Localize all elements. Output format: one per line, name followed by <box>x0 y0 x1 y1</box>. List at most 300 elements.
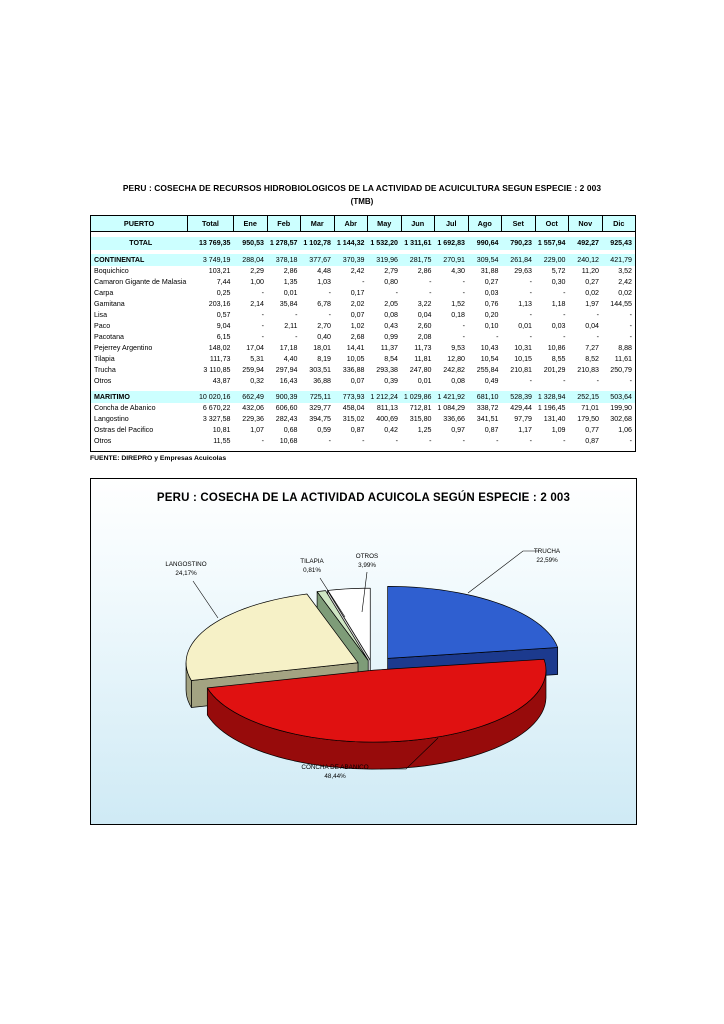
cell: - <box>529 333 532 341</box>
cell: 1 557,94 <box>535 237 569 250</box>
cell: 429,44 <box>510 404 532 412</box>
cell: - <box>629 377 632 385</box>
table-row <box>91 321 636 332</box>
cell: 0,01 <box>518 322 532 330</box>
cell: 662,49 <box>234 391 268 403</box>
cell: 7,27 <box>585 344 599 352</box>
cell: 270,91 <box>435 254 469 266</box>
cell: - <box>529 311 532 319</box>
cell: 11,37 <box>380 344 398 352</box>
cell: 1,25 <box>417 426 432 434</box>
cell: 10 020,16 <box>188 391 234 403</box>
cell: - <box>462 437 465 445</box>
cell: 0,87 <box>484 426 499 434</box>
cell: 0,20 <box>484 311 499 319</box>
cell: - <box>362 437 365 445</box>
cell: 2,42 <box>350 267 365 275</box>
cell: 6,15 <box>216 333 231 341</box>
cell: - <box>462 322 465 330</box>
cell: 1,09 <box>551 426 566 434</box>
column-header: Feb <box>267 216 301 232</box>
cell: 111,73 <box>209 355 231 363</box>
cell: - <box>328 289 331 297</box>
row-label: MARITIMO <box>91 391 188 403</box>
cell: 0,32 <box>250 377 264 385</box>
table-row <box>91 354 636 365</box>
cell: 1 692,83 <box>435 237 469 250</box>
cell: - <box>563 289 566 297</box>
cell: - <box>328 437 331 445</box>
cell: 1 029,86 <box>401 391 435 403</box>
cell: 2,68 <box>350 333 365 341</box>
cell: 250,79 <box>610 366 632 374</box>
cell: 11,20 <box>581 267 599 275</box>
table-row <box>91 376 636 387</box>
column-header: Nov <box>569 216 603 232</box>
cell: 1 212,24 <box>368 391 402 403</box>
label-leader-line <box>193 581 218 618</box>
cell: 297,94 <box>275 366 298 374</box>
cell: - <box>629 311 632 319</box>
row-label: Otros <box>94 437 112 445</box>
spacer-row <box>91 447 636 452</box>
row-label: Ostras del Pacifico <box>94 426 154 434</box>
table-row <box>91 237 636 250</box>
cell: - <box>629 322 632 330</box>
cell: 8,88 <box>618 344 632 352</box>
cell: 712,81 <box>409 404 432 412</box>
cell: 4,40 <box>283 355 298 363</box>
cell: - <box>261 311 264 319</box>
column-header: Ago <box>468 216 502 232</box>
cell: 203,16 <box>208 300 231 308</box>
cell: 1,17 <box>518 426 532 434</box>
slice-label: LANGOSTINO <box>165 561 207 568</box>
harvest-table <box>90 215 636 452</box>
chart-title: PERU : COSECHA DE LA ACTIVIDAD ACUICOLA SEGÚN ESPECIE : 2 003 <box>156 492 571 504</box>
table-row <box>91 436 636 447</box>
column-header: Total <box>188 216 234 232</box>
cell: 6 670,22 <box>202 404 231 412</box>
cell: 201,29 <box>543 366 566 374</box>
cell: - <box>328 311 331 319</box>
cell: 16,43 <box>279 377 298 385</box>
cell: 0,07 <box>350 311 365 319</box>
cell: 8,54 <box>384 355 398 363</box>
cell: 179,50 <box>577 415 599 423</box>
cell: - <box>429 437 432 445</box>
table-row <box>91 425 636 436</box>
cell: 2,60 <box>417 322 432 330</box>
column-header: Mar <box>301 216 335 232</box>
cell: 17,04 <box>246 344 264 352</box>
cell: 315,02 <box>342 415 365 423</box>
slice-percent-label: 0,81% <box>303 567 321 574</box>
cell: 1,07 <box>250 426 264 434</box>
cell: 0,39 <box>384 377 398 385</box>
cell: 2,86 <box>283 267 298 275</box>
column-header: PUERTO <box>91 216 188 232</box>
source-note: FUENTE: DIREPRO y Empresas Acuicolas <box>90 455 227 462</box>
cell: 5,31 <box>250 355 264 363</box>
chart-box <box>90 478 637 825</box>
cell: 0,08 <box>451 377 465 385</box>
cell: 319,96 <box>368 254 402 266</box>
cell: 990,64 <box>468 237 502 250</box>
cell: 8,55 <box>551 355 566 363</box>
cell: 1,02 <box>350 322 365 330</box>
table-head <box>91 216 636 232</box>
cell: - <box>529 278 532 286</box>
cell: 11,73 <box>414 344 432 352</box>
cell: 2,86 <box>417 267 432 275</box>
cell: 10,81 <box>212 426 231 434</box>
cell: - <box>462 278 465 286</box>
cell: 950,53 <box>234 237 268 250</box>
cell: 0,01 <box>283 289 298 297</box>
cell: - <box>596 377 599 385</box>
cell: 370,39 <box>334 254 368 266</box>
cell: 199,90 <box>610 404 632 412</box>
slice-percent-label: 24,17% <box>175 570 197 577</box>
table-row <box>91 332 636 343</box>
cell: 0,27 <box>585 278 599 286</box>
row-label: Pacotana <box>94 333 124 341</box>
cell: - <box>395 437 398 445</box>
table-unit: (TMB) <box>350 197 374 206</box>
cell: 0,27 <box>484 278 499 286</box>
cell: 1 102,78 <box>301 237 335 250</box>
cell: - <box>596 333 599 341</box>
cell: 240,12 <box>569 254 603 266</box>
cell: 5,72 <box>551 267 566 275</box>
cell: 0,30 <box>551 278 566 286</box>
row-label: Tilapia <box>94 355 115 363</box>
cell: - <box>496 333 499 341</box>
column-header: Jul <box>435 216 469 232</box>
cell: - <box>362 278 365 286</box>
cell: 11,55 <box>213 437 231 445</box>
cell: - <box>429 278 432 286</box>
cell: 377,67 <box>301 254 335 266</box>
table-row <box>91 310 636 321</box>
cell: 131,40 <box>543 415 566 423</box>
cell: 10,31 <box>514 344 532 352</box>
slice-label: TILAPIA <box>300 558 324 565</box>
table-row <box>91 403 636 414</box>
cell: 3,52 <box>618 267 632 275</box>
cell: - <box>261 322 264 330</box>
cell: 0,59 <box>317 426 331 434</box>
cell: 11,81 <box>414 355 432 363</box>
cell: 3,22 <box>417 300 432 308</box>
cell: 0,57 <box>216 311 231 319</box>
table-container <box>90 215 636 452</box>
table-row <box>91 365 636 376</box>
cell: 1,13 <box>518 300 532 308</box>
row-label: Gamitana <box>94 300 125 308</box>
cell: 303,51 <box>309 366 331 374</box>
cell: 10,54 <box>480 355 499 363</box>
column-header: Set <box>502 216 536 232</box>
cell: 338,72 <box>476 404 499 412</box>
cell: 0,03 <box>484 289 499 297</box>
cell: - <box>429 289 432 297</box>
cell: 103,21 <box>208 267 231 275</box>
cell: - <box>261 289 264 297</box>
cell: 0,76 <box>484 300 499 308</box>
label-leader-line <box>468 551 539 593</box>
cell: 432,06 <box>242 404 264 412</box>
slice-percent-label: 3,99% <box>358 562 376 569</box>
row-label: Otros <box>94 377 112 385</box>
table-row <box>91 299 636 310</box>
column-header: Ene <box>234 216 268 232</box>
cell: 71,01 <box>581 404 599 412</box>
row-label: Concha de Abanico <box>94 404 156 412</box>
cell: 1,18 <box>551 300 566 308</box>
cell: 1 084,29 <box>437 404 465 412</box>
row-label: TOTAL <box>91 237 188 250</box>
cell: 288,04 <box>234 254 268 266</box>
cell: - <box>529 437 532 445</box>
cell: - <box>261 437 264 445</box>
cell: 2,14 <box>250 300 264 308</box>
cell: 13 769,35 <box>188 237 234 250</box>
cell: 0,87 <box>350 426 365 434</box>
row-label: Lisa <box>94 311 108 319</box>
cell: - <box>529 289 532 297</box>
cell: 0,40 <box>317 333 331 341</box>
row-label: Camaron Gigante de Malasia <box>94 278 187 286</box>
cell: 35,84 <box>279 300 298 308</box>
table-row <box>91 414 636 425</box>
cell: 2,11 <box>284 322 298 330</box>
cell: 811,13 <box>376 404 398 412</box>
cell: 773,93 <box>334 391 368 403</box>
cell: 1 278,57 <box>267 237 301 250</box>
cell: 31,88 <box>480 267 499 275</box>
cell: 255,84 <box>476 366 499 374</box>
cell: 790,23 <box>502 237 536 250</box>
row-label: Paco <box>94 322 111 330</box>
cell: 2,29 <box>250 267 264 275</box>
cell: 336,88 <box>342 366 365 374</box>
table-row <box>91 343 636 354</box>
cell: 10,05 <box>346 355 365 363</box>
cell: 247,80 <box>409 366 432 374</box>
cell: 900,39 <box>267 391 301 403</box>
cell: 10,86 <box>547 344 566 352</box>
cell: 11,61 <box>614 355 632 363</box>
header-row <box>91 216 636 232</box>
cell: 148,02 <box>208 344 231 352</box>
cell: 14,41 <box>346 344 365 352</box>
cell: 36,88 <box>313 377 331 385</box>
cell: 3 110,85 <box>203 366 231 374</box>
cell: 1 532,20 <box>368 237 402 250</box>
cell: 1,03 <box>317 278 331 286</box>
row-label: Trucha <box>94 366 116 374</box>
table-title: PERU : COSECHA DE RECURSOS HIDROBIOLOGICOS DE LA ACTIVIDAD DE ACUICULTURA SEGUN ESPECIE : 2 003 <box>122 183 602 193</box>
cell: 8,52 <box>585 355 599 363</box>
cell: 1,52 <box>451 300 465 308</box>
pie-chart <box>91 479 636 824</box>
cell: 681,10 <box>468 391 502 403</box>
cell: 725,11 <box>301 391 335 403</box>
cell: 2,02 <box>350 300 365 308</box>
cell: 1 311,61 <box>401 237 435 250</box>
cell: 2,70 <box>317 322 331 330</box>
slice-top-face <box>388 586 558 658</box>
cell: 336,66 <box>443 415 465 423</box>
cell: - <box>462 289 465 297</box>
cell: 210,83 <box>577 366 599 374</box>
cell: 10,43 <box>480 344 499 352</box>
cell: - <box>295 311 298 319</box>
cell: - <box>496 437 499 445</box>
cell: 97,79 <box>514 415 532 423</box>
cell: 0,42 <box>384 426 398 434</box>
column-header: May <box>368 216 402 232</box>
cell: - <box>261 333 264 341</box>
cell: - <box>529 377 532 385</box>
cell: 0,02 <box>618 289 632 297</box>
slice-label: TRUCHA <box>533 548 561 555</box>
cell: 0,04 <box>417 311 432 319</box>
cell: 0,07 <box>350 377 365 385</box>
table-row <box>91 288 636 299</box>
cell: 7,44 <box>216 278 231 286</box>
table-body <box>91 232 636 452</box>
cell: 315,80 <box>409 415 432 423</box>
cell: - <box>462 333 465 341</box>
cell: 458,04 <box>342 404 365 412</box>
cell: 4,48 <box>317 267 331 275</box>
cell: 302,68 <box>610 415 632 423</box>
cell: 0,97 <box>451 426 465 434</box>
column-header: Jun <box>401 216 435 232</box>
cell: 4,30 <box>451 267 465 275</box>
cell: 17,18 <box>279 344 298 352</box>
cell: 0,25 <box>216 289 231 297</box>
cell: 10,15 <box>514 355 532 363</box>
column-header: Oct <box>535 216 569 232</box>
cell: 0,18 <box>451 311 465 319</box>
cell: 1 144,32 <box>334 237 368 250</box>
cell: 378,18 <box>267 254 301 266</box>
cell: 925,43 <box>602 237 636 250</box>
cell: 43,87 <box>212 377 231 385</box>
cell: - <box>563 311 566 319</box>
cell: 144,55 <box>610 300 632 308</box>
cell: 492,27 <box>569 237 603 250</box>
cell: 400,69 <box>376 415 398 423</box>
cell: 0,49 <box>484 377 499 385</box>
cell: 3 327,58 <box>202 415 231 423</box>
table-row <box>91 391 636 403</box>
cell: 0,03 <box>551 322 566 330</box>
cell: 1 328,94 <box>535 391 569 403</box>
table-row <box>91 277 636 288</box>
cell: - <box>596 311 599 319</box>
cell: 0,08 <box>384 311 398 319</box>
slice-label: CONCHA DE ABANICO <box>301 764 369 771</box>
cell: 0,04 <box>585 322 599 330</box>
cell: 2,79 <box>384 267 398 275</box>
row-label: Pejerrey Argentino <box>94 344 153 352</box>
spacer-cell <box>91 447 636 452</box>
cell: 341,51 <box>476 415 499 423</box>
cell: - <box>563 377 566 385</box>
cell: 229,36 <box>242 415 264 423</box>
cell: 0,80 <box>384 278 398 286</box>
table-row <box>91 266 636 277</box>
cell: 0,43 <box>384 322 398 330</box>
cell: 1 421,92 <box>435 391 469 403</box>
cell: 1,06 <box>618 426 632 434</box>
cell: 2,05 <box>384 300 398 308</box>
cell: 528,39 <box>502 391 536 403</box>
cell: 6,78 <box>317 300 331 308</box>
cell: 29,63 <box>514 267 532 275</box>
cell: 0,10 <box>484 322 499 330</box>
cell: 0,77 <box>585 426 599 434</box>
table-row <box>91 254 636 266</box>
slice-percent-label: 22,59% <box>536 557 558 564</box>
cell: 9,04 <box>216 322 231 330</box>
row-label: Langostino <box>94 415 129 423</box>
cell: 12,80 <box>447 355 465 363</box>
cell: 1,35 <box>283 278 298 286</box>
cell: 10,68 <box>279 437 298 445</box>
cell: - <box>563 437 566 445</box>
cell: 309,54 <box>468 254 502 266</box>
column-header: Dic <box>602 216 636 232</box>
cell: 2,08 <box>417 333 432 341</box>
cell: 2,42 <box>618 278 632 286</box>
cell: 1 196,45 <box>537 404 566 412</box>
cell: 1,00 <box>250 278 264 286</box>
cell: 394,75 <box>309 415 331 423</box>
cell: 0,99 <box>384 333 398 341</box>
cell: 18,01 <box>313 344 331 352</box>
cell: 0,17 <box>350 289 365 297</box>
row-label: Boquichico <box>94 267 129 275</box>
cell: 210,81 <box>510 366 532 374</box>
cell: 259,94 <box>242 366 264 374</box>
cell: 261,84 <box>502 254 536 266</box>
row-label: Carpa <box>94 289 114 297</box>
cell: 0,02 <box>585 289 599 297</box>
cell: 3 749,19 <box>188 254 234 266</box>
cell: 252,15 <box>569 391 603 403</box>
cell: 1,97 <box>585 300 599 308</box>
cell: 503,64 <box>602 391 636 403</box>
cell: 329,77 <box>309 404 331 412</box>
cell: - <box>629 437 632 445</box>
cell: 242,82 <box>443 366 465 374</box>
cell: 0,01 <box>417 377 432 385</box>
cell: 293,38 <box>376 366 398 374</box>
slice-percent-label: 48,44% <box>324 773 346 780</box>
cell: 8,19 <box>317 355 331 363</box>
column-header: Abr <box>334 216 368 232</box>
cell: 0,68 <box>283 426 298 434</box>
cell: - <box>629 333 632 341</box>
cell: - <box>395 289 398 297</box>
row-label: CONTINENTAL <box>91 254 188 266</box>
